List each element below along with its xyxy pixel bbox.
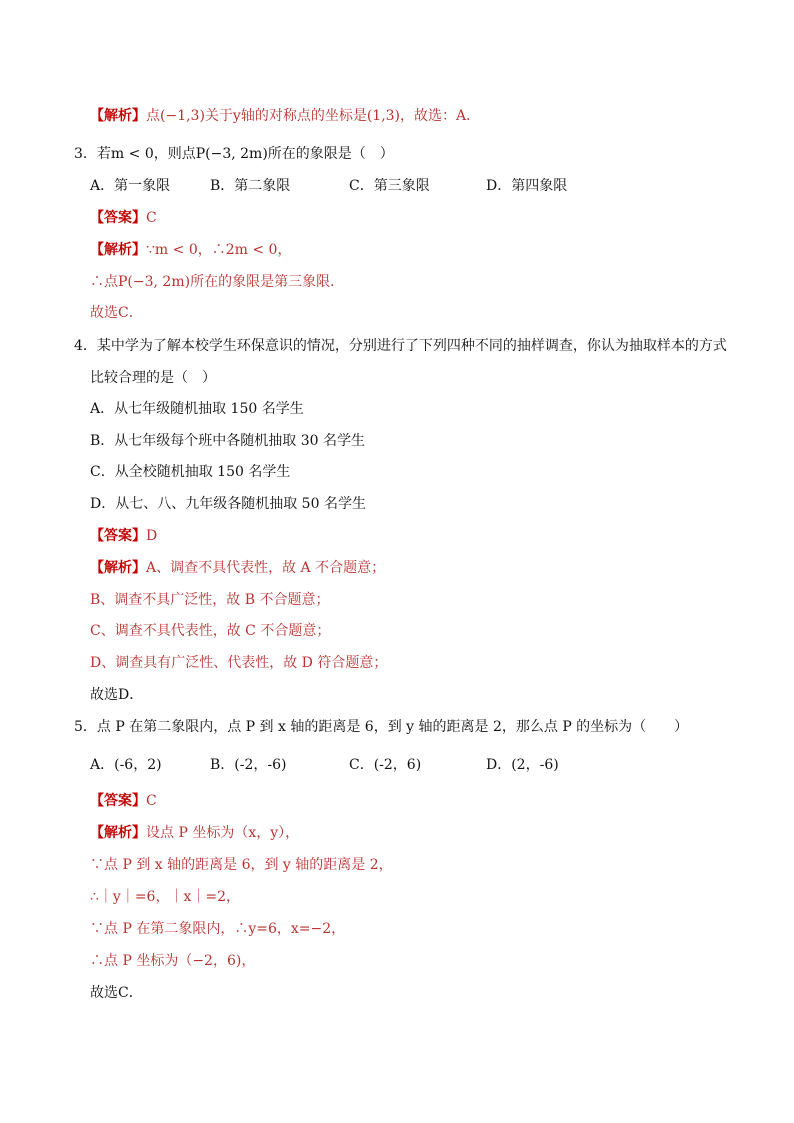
q5-stem: 5．点 P 在第二象限内，点 P 到 x 轴的距离是 6，到 y 轴的距离是 2，那么点 P 的坐标为（ ） bbox=[74, 719, 689, 735]
q3-option-d: D．第四象限 bbox=[486, 178, 568, 194]
q5-analysis-line: ∵点 P 在第二象限内，∴y=6，x=−2， bbox=[90, 921, 346, 937]
answer-tag: 【答案】 bbox=[90, 793, 146, 809]
q3-analysis-line: ∴点P(−3, 2m)所在的象限是第三象限． bbox=[90, 274, 345, 290]
answer-tag: 【答案】 bbox=[90, 210, 146, 226]
answer-value: D bbox=[146, 528, 158, 544]
q4-option-a: A．从七年级随机抽取 150 名学生 bbox=[90, 401, 304, 417]
q3-option-b: B．第二象限 bbox=[210, 178, 291, 194]
q5-answer bbox=[90, 791, 157, 811]
analysis-text: 设点 P 坐标为（x，y）， bbox=[146, 825, 300, 841]
q4-stem-continued: 比较合理的是（ ） bbox=[90, 370, 216, 386]
analysis-tag: 【解析】 bbox=[90, 108, 146, 124]
q4-analysis-line: D、调查具有广泛性、代表性，故 D 符合题意； bbox=[90, 655, 388, 671]
answer-value: C bbox=[146, 210, 157, 226]
q5-analysis bbox=[90, 823, 299, 843]
analysis-text: ∵m < 0，∴2m < 0， bbox=[146, 242, 292, 258]
analysis-text: A、调查不具代表性，故 A 不合题意； bbox=[146, 560, 386, 576]
analysis-tag: 【解析】 bbox=[90, 825, 146, 841]
q5-conclusion: 故选C． bbox=[90, 985, 143, 1001]
analysis-tag: 【解析】 bbox=[90, 242, 146, 258]
q4-stem: 4．某中学为了解本校学生环保意识的情况，分别进行了下列四种不同的抽样调查，你认为抽取样本的方式 bbox=[74, 338, 727, 354]
q4-conclusion: 故选D． bbox=[90, 687, 144, 703]
q3-analysis bbox=[90, 240, 291, 260]
q4-analysis-line: C、调查不具代表性，故 C 不合题意； bbox=[90, 623, 331, 639]
answer-value: C bbox=[146, 793, 157, 809]
answer-tag: 【答案】 bbox=[90, 528, 146, 544]
q5-option-b: B．(-2，-6) bbox=[210, 757, 287, 773]
q5-option-a: A．(-6，2) bbox=[90, 757, 162, 773]
q5-option-d: D．(2，-6) bbox=[486, 757, 559, 773]
q4-analysis-line: B、调查不具广泛性，故 B 不合题意； bbox=[90, 592, 330, 608]
analysis-text: 点(−1,3)关于y轴的对称点的坐标是(1,3)，故选：A． bbox=[146, 108, 481, 124]
q4-option-c: C．从全校随机抽取 150 名学生 bbox=[90, 464, 291, 480]
q5-analysis-line: ∵点 P 到 x 轴的距离是 6，到 y 轴的距离是 2， bbox=[90, 857, 393, 873]
q3-option-c: C．第三象限 bbox=[349, 178, 430, 194]
analysis-tag: 【解析】 bbox=[90, 560, 146, 576]
q3-answer bbox=[90, 208, 157, 228]
q5-option-c: C．(-2，6) bbox=[349, 757, 422, 773]
q5-analysis-line: ∴点 P 坐标为（−2，6)， bbox=[90, 953, 256, 969]
q3-conclusion: 故选C． bbox=[90, 305, 143, 321]
q2-analysis bbox=[90, 106, 480, 126]
q5-analysis-line: ∴｜y｜=6，｜x｜=2， bbox=[90, 889, 240, 905]
q3-option-a: A．第一象限 bbox=[90, 178, 171, 194]
q4-option-b: B．从七年级每个班中各随机抽取 30 名学生 bbox=[90, 433, 366, 449]
q4-option-d: D．从七、八、九年级各随机抽取 50 名学生 bbox=[90, 496, 366, 512]
q4-analysis bbox=[90, 558, 385, 578]
q3-stem: 3．若m < 0，则点P(−3, 2m)所在的象限是（ ） bbox=[74, 146, 394, 162]
q4-answer bbox=[90, 526, 157, 546]
